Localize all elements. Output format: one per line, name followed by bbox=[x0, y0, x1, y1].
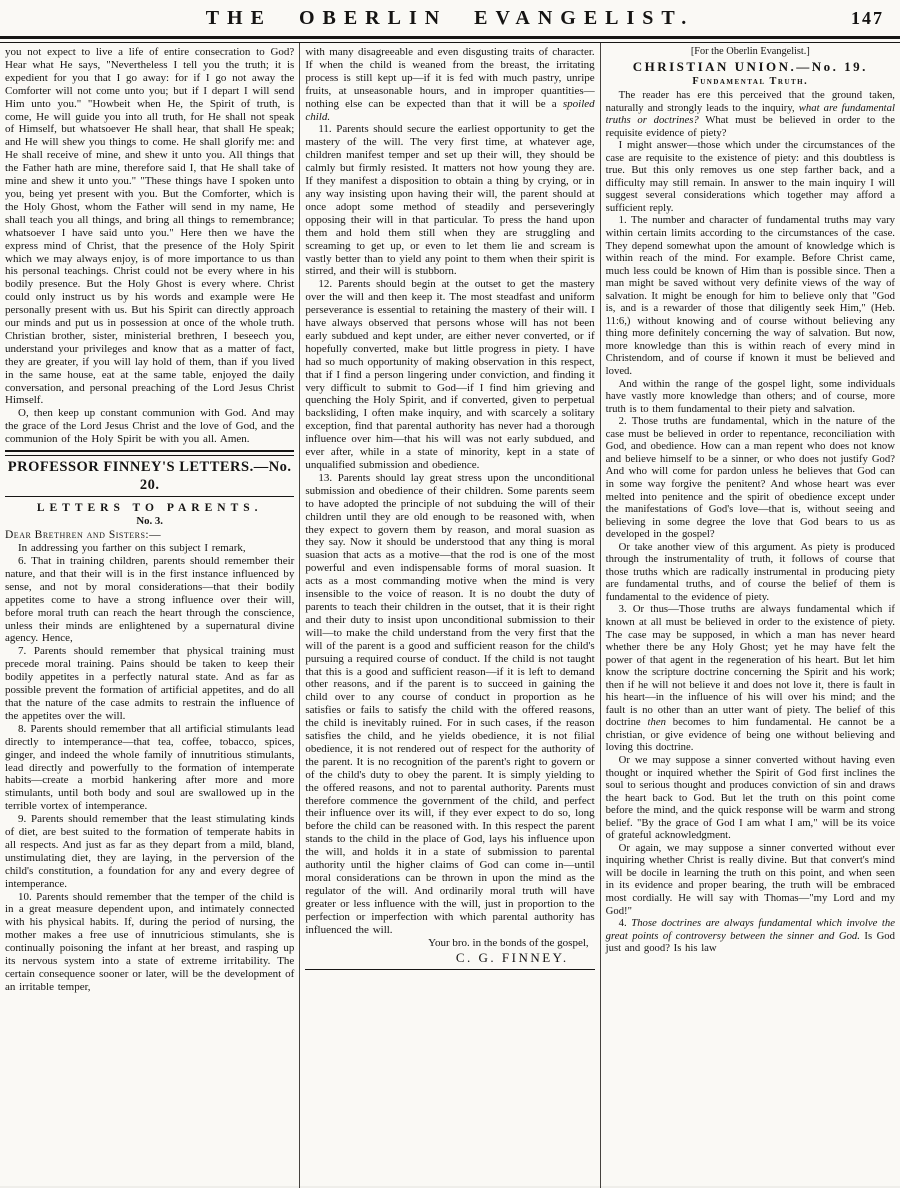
paragraph: 13. Parents should lay great stress upon the unconditional submission and obedience of their children. Some parents seem to have adopted the principle of not subduing the will of their children until they are old enough to be reasoned with, when they expect to govern them by reason, and moral suasion as they say. Now it should be understood that any thing is moral suasion that acts as a motive—that the rod is one of the most powerful and even indispensable forms of moral suasion. It acts as a most commanding motive when the mind is very insensible to the voice of reason. It is no doubt the duty of parents to teach their children in the outset, that it is their right and their duty to insist upon unconditional submission to their will—to make the child understand from the very first that the will of the parent is a good and sufficient reason for the child's pursuing a required course of conduct. If the child is not taught that this is a good and sufficient reason—if it is left to demand other reasons, and if the parent is to succeed in gaining the child over to any course of conduct in proportion as he satisfies or fails to satisfy the child with the offered reasons, the child is inevitably ruined. For in such cases, if the reason satisfies the child, and he yields obedience, it is not filial obedience, it is not rendered out of respect for the authority of the parent. It is no recognition of the parent's right to govern or of the child's duty to obey the parent. It is simply yielding to the offered reasons, and not to parental authority. Parents must therefore commence the government of the child, and perfect their influence over its will, if they ever expect to do so, long before the child can be reasoned with. In this respect the parent stands to the child in the place of God, lays his influence upon the will, and holds it in a state of submission to parental authority until the higher claims of God can come in—until moral considerations can be thrown in upon the mind as the regulator of the will. And ordinarily moral truth will have greater or less influence with the will, just in proportion to the perfection or imperfection with which parental authority has influenced the will. bbox=[305, 471, 595, 936]
column-center bbox=[299, 43, 599, 1188]
paragraph: 7. Parents should remember that physical training must precede moral training. Pains should be taken to keep their bodily appetites in a perfectly natural state. And as far as possible prevent the formation of artificial appetites, and do all that the nature of the case admits to restrain the influence of the appetites over the will. bbox=[5, 645, 295, 722]
signature-name: C. G. FINNEY. bbox=[455, 950, 569, 966]
rule-divider bbox=[5, 496, 294, 497]
paragraph: And within the range of the gospel light, some individuals have vastly more knowledge than others; and of course, more truth is to them fundamental to their piety and salvation. bbox=[605, 377, 895, 415]
paragraph: Or again, we may suppose a sinner converted without ever inquiring whether Christ is really divine. But that convert's mind will be docile in learning the truth on this point, and when seen in its evidence and proper bearing, the truth will be embraced most cordially. He will say with Thomas—"my Lord and my God!" bbox=[605, 841, 895, 917]
paragraph: Or take another view of this argument. As piety is produced through the instrumentality of truth, it follows of course that those truths which are radically instrumental in producing piety are fundamental truths, and of course the belief of them is fundamental to the evidence of piety. bbox=[605, 540, 895, 603]
article-subtitle: LETTERS TO PARENTS. bbox=[36, 502, 263, 515]
article-number: No. 3. bbox=[136, 515, 164, 528]
article-title: CHRISTIAN UNION.—No. 19. bbox=[632, 59, 868, 74]
paragraph: 4. Those doctrines are always fundamental which involve the great points of controversy between the sinner and God. Is God just and good? Is his law bbox=[605, 917, 895, 955]
double-rule-divider bbox=[5, 450, 294, 456]
paragraph: 10. Parents should remember that the temper of the child is in a great measure dependent upon, and intimately connected with his physical habits. If, during the period of nursing, the mother makes a free use of innutricious stimulants, she is continually poisoning the infant at her breast, and rasping up its nervous system into a state of extreme irritability. The certain consequence sooner or later, will be the development of an irritable temper, bbox=[5, 890, 295, 993]
masthead-title: THE OBERLIN EVANGELIST. bbox=[205, 7, 695, 29]
italic-phrase: what are fundamental truths or doctrines? bbox=[605, 101, 895, 127]
italic-phrase: Those doctrines are always fundamental which involve the great points of controversy between the sinner and God. bbox=[605, 917, 895, 942]
paragraph: 1. The number and character of fundamental truths may vary within certain limits according to the circumstances of the case. They depend somewhat upon the amount of knowledge which is within reach of the mind. For example. Before Christ came, much less could be known of Him than is possible since. Then a man might be saved without very definite views of the way of salvation. It might be enough for him to believe only that "God is, and is a rewarder of those that diligently seek Him," (Heb. 11:6,) without knowing and of course without believing any thing more definitely concerning the way of salvation. But now, more knowledge than this is within reach of every mind in Christendom, and of course if known it must be believed and loved. bbox=[605, 214, 895, 378]
paragraph: 12. Parents should begin at the outset to get the mastery over the will and then keep it. The most steadfast and uniform perseverance is essential to retaining the mastery of their will. I have always observed that persons whose will has not been early subdued and kept under, are either never converted, or if hopefully converted, make but little progress in piety. I have had so much opportunity of making observation in this respect, that if I find a person lingering under conviction, and finding it very difficult to submit to God—if I find him grieving and quenching the Holy Spirit, and if converted, given to perpetual backsliding, I often make inquiry, and with scarcely a solitary exception, find that parental authority has never had a thorough influence over him—that his will was not early subdued, and ever after, while in a state of minority, kept in a state of unqualified submission and obedience. bbox=[305, 278, 595, 471]
paragraph: I might answer—those which under the circumstances of the case are requisite to the existence of piety: and this doubtless is true. But this only removes us one step farther back, and a difficulty may still remain. In answer to the main inquiry I will suggest several considerations which together may afford a sufficient reply. bbox=[605, 139, 895, 214]
rule-divider bbox=[305, 969, 594, 970]
paragraph: In addressing you farther on this subject I remark, bbox=[18, 542, 246, 555]
italic-phrase: spoiled child. bbox=[305, 97, 595, 123]
article-title: PROFESSOR FINNEY'S LETTERS.—No. 20. bbox=[7, 459, 292, 494]
italic-phrase: then bbox=[647, 716, 666, 729]
paragraph: 8. Parents should remember that all artificial stimulants lead directly to intemperance—that tea, coffee, tobacco, spices, ginger, and indeed the whole family of innutritious stimulants, lead directly and powerfully to the formation of intemperate habits—create a morbid hankering after more and more stimulants, until both body and soul are swallowed up in the terrible vortex of intemperance. bbox=[5, 722, 295, 813]
paragraph: The reader has ere this perceived that the ground taken, naturally and strongly leads to the inquiry, what are fundamental truths or doctrines? What must be believed in order to the requisite evidence of piety? bbox=[605, 89, 895, 139]
paragraph: 6. That in training children, parents should remember their nature, and that their will is in the first instance influenced by sense, and not by moral considerations—that their bodily appetites come to have a strong influence over their will, before moral truth can reach the heart through the conscience, unless their minds are enlightened by a supernatural divine agency. Hence, bbox=[5, 555, 295, 645]
paragraph: you not expect to live a life of entire consecration to God? Hear what He says, "Nevertheless I tell you the truth; it is expedient for you that I go away: for if I go not away the Comforter will not come unto you; but if I depart I will send Him unto you." "Howbeit when He, the Spirit of truth, is come, He will guide you into all truth, for He shall not speak of Himself, but whatsoever He shall hear, that shall He speak; and He will shew you things to come. He shall glorify me: and He shall receive of mine, and shew it unto you. All things that the Father hath are mine, therefore said I, that He shall take of mine and shew it unto you." "These things have I spoken unto you, being yet present with you. But the Comforter, which is the Holy Ghost, whom the Father will send in my name, He shall teach you all things, and bring all things to remembrance; whatsoever I have said unto you." Here then we have the express mind of Christ, that the presence of the Holy Spirit which we may always enjoy, is of more importance to us than his personal teachings. Christ could not be every where in his bodily presence. But the Holy Ghost is every where. Christ could only instruct us by his words and example were He personally present with us. But his Spirit can directly approach our minds and put us in possession at once of the whole truth. Christian brother, sister, ministerial brethren, I beseech you, understand your privileges and know that as a matter of fact, they are greater, if you will lay hold of them, than if you lived in the same house, eat at the same table, enjoyed the daily conversation, and personal preaching of the Lord Jesus Christ Himself. bbox=[5, 46, 295, 407]
masthead bbox=[0, 0, 900, 36]
paragraph: Or we may suppose a sinner converted without having even thought or inquired whether the Spirit of God first inclines the soul to serious thought and produces conviction of sin and draws the heart back to God. But let the truth on this point come before the mind, and the quick response will be warm and strong belief. "By the grace of God I am what I am," will be its voice of grateful acknowledgment. bbox=[605, 753, 895, 842]
paragraph: 2. Those truths are fundamental, which in the nature of the case must be believed in order to repentance, reconciliation with God, and obedience. How can a man repent who does not know and believe himself to be a sinner, or who does not justify God? And who will come for pardon unless he believes that God can in some way forgive the penitent? And whose heart was ever melted into penitence and the spirit of obedience except under the manifestations of God's love—that is, without seeing and believing in some degree the love that God bears to us as developed in the gospel? bbox=[605, 415, 895, 541]
paragraph: O, then keep up constant communion with God. And may the grace of the Lord Jesus Christ and the love of God, and the communion of the Holy Spirit be with you all. Amen. bbox=[5, 407, 295, 446]
paragraph: with many disagreeable and even disgusting traits of character. If when the child is weaned from the breast, the irritating process is still kept up—if it is fed with much pastry, unripe fruits, at unseasonable hours, and in improper quantities—nothing else can be expected than that it will be a spoiled child. bbox=[305, 46, 595, 123]
page-number: 147 bbox=[851, 8, 884, 28]
paragraph: 11. Parents should secure the earliest opportunity to get the mastery of the will. The very first time, at whatever age, children manifest temper and set up their will, they should be calmly but firmly resisted. It matters not how young they are. If they manifest a disposition to obtain a thing by crying, or in any way insisting upon having their will, the parent should at once adopt some method of steadily and perseveringly opposing their will in that particular. To press the hand upon them and hold them still when they are struggling and screaming to get up, or even to let them lie and scream is vastly better than to yield any point to them when their spirit is stirred, and their will is stubborn. bbox=[305, 123, 595, 278]
masthead-rule bbox=[0, 36, 900, 43]
column-right bbox=[600, 43, 900, 1188]
section-heading: Fundamental Truth. bbox=[692, 76, 809, 87]
article-attribution: [For the Oberlin Evangelist.] bbox=[690, 46, 810, 57]
column-left bbox=[0, 43, 299, 1188]
paragraph: 3. Or thus—Those truths are always fundamental which if known at all must be believed in order to the existence of piety. The case may be supposed, in which a man has never heard whether there be any Holy Ghost; yet he may have felt the power of that agent in the regeneration of his heart. But let him know the scripture doctrine concerning the Spirit and his work; then if he will not believe it and does not love it, there is fault in his heart—in the influence of his will over his mind; and the fault is no other than an utter want of piety. The belief of this doctrine then becomes to him fundamental. He cannot be a christian, or give evidence of being one without believing and loving this doctrine. bbox=[605, 603, 895, 754]
paragraph: 9. Parents should remember that the least stimulating kinds of diet, are best suited to the formation of temperate habits in all respects. And just as far as they depart from a mild, bland, unstimulating diet, they are laying, in the perversion of the child's constitution, a foundation for any and every degree of intemperance. bbox=[5, 813, 295, 890]
salutation: Dear Brethren and Sisters:— bbox=[5, 529, 162, 542]
column-container bbox=[0, 43, 900, 1188]
signature-line: Your bro. in the bonds of the gospel, bbox=[428, 936, 589, 949]
